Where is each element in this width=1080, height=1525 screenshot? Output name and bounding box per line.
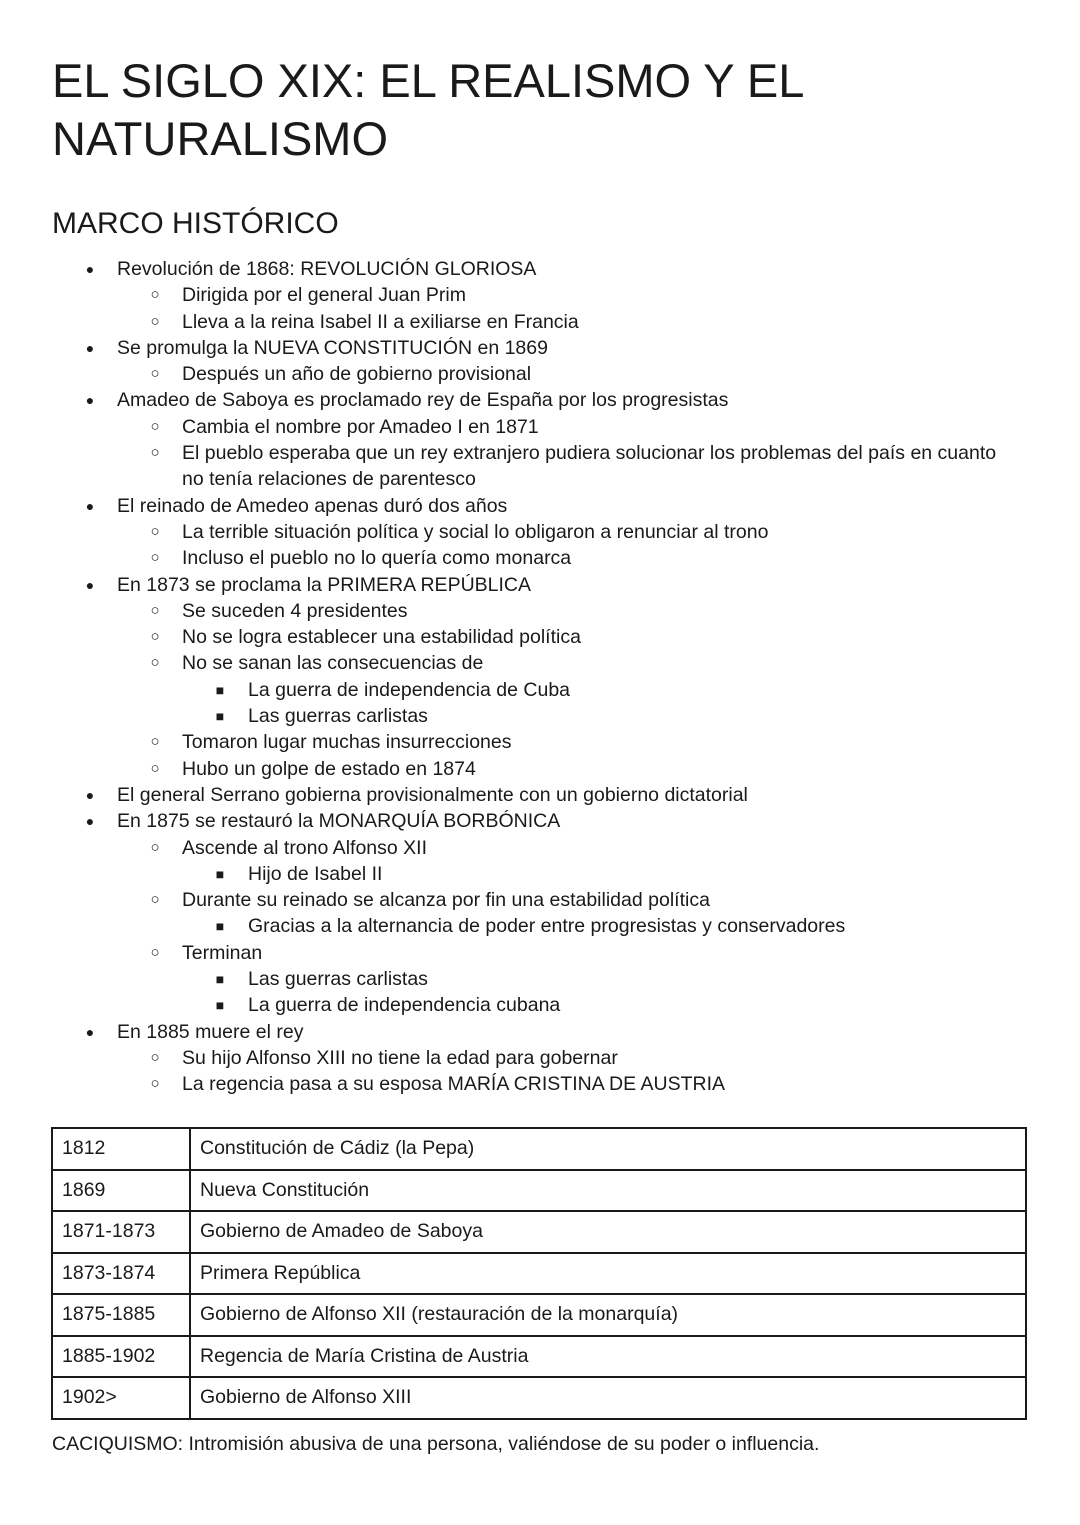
outline-item-text: Después un año de gobierno provisional — [182, 363, 532, 386]
timeline-year: 1873-1874 — [52, 1253, 190, 1295]
table-row — [52, 1128, 1026, 1170]
timeline-year: 1902> — [52, 1377, 190, 1419]
outline-item-text: La guerra de independencia cubana — [248, 994, 561, 1017]
bullet-icon: ■ — [215, 918, 225, 935]
outline-item-text: El reinado de Amedeo apenas duró dos años — [117, 494, 508, 517]
outline-item-text: Incluso el pueblo no lo quería como monarca — [182, 547, 572, 570]
outline-item-text: Cambia el nombre por Amadeo I en 1871 — [182, 415, 539, 438]
bullet-icon: ■ — [215, 997, 225, 1014]
outline-item-text: Se promulga la NUEVA CONSTITUCIÓN en 1869 — [117, 336, 548, 359]
outline-item-level-2 — [0, 545, 1080, 571]
bullet-icon: ○ — [150, 312, 160, 330]
outline-item-level-3 — [0, 966, 1080, 992]
bullet-icon: ○ — [150, 943, 160, 961]
bullet-icon: ○ — [150, 601, 160, 619]
outline-item-level-1 — [0, 335, 1080, 361]
bullet-icon: ○ — [150, 444, 160, 462]
outline-item-level-1 — [0, 808, 1080, 834]
timeline-event: Primera República — [190, 1253, 1026, 1295]
bullet-icon: ○ — [150, 891, 160, 909]
outline-item-text: Terminan — [182, 941, 263, 964]
outline-item-level-3 — [0, 703, 1080, 729]
outline-item-text: El general Serrano gobierna provisionalmente con un gobierno dictatorial — [117, 783, 748, 806]
outline-item-text: No se logra establecer una estabilidad política — [182, 626, 581, 649]
outline-item-text: Su hijo Alfonso XIII no tiene la edad para gobernar — [182, 1046, 618, 1069]
outline-item-level-3 — [0, 861, 1080, 887]
outline-item-level-2 — [0, 361, 1080, 387]
outline-item-text: La terrible situación política y social lo obligaron a renunciar al trono — [182, 520, 769, 543]
table-row — [52, 1294, 1026, 1336]
bullet-icon: ○ — [150, 1048, 160, 1066]
timeline-event: Nueva Constitución — [190, 1170, 1026, 1212]
outline-item-level-3 — [0, 992, 1080, 1018]
outline-item-level-1 — [0, 387, 1080, 413]
outline-item-level-2 — [0, 440, 1022, 493]
outline-item-text: En 1875 se restauró la MONARQUÍA BORBÓNICA — [117, 810, 561, 833]
bullet-icon: ■ — [215, 865, 225, 882]
bullet-icon: ○ — [150, 549, 160, 567]
table-row — [52, 1253, 1026, 1295]
outline-item-text: Hijo de Isabel II — [248, 862, 383, 885]
bullet-icon: ○ — [150, 522, 160, 540]
bullet-icon: ○ — [150, 838, 160, 856]
bullet-icon: ● — [85, 576, 95, 593]
outline-item-level-2 — [0, 729, 1080, 755]
outline-item-level-2 — [0, 1071, 1080, 1097]
outline-item-text: Se suceden 4 presidentes — [182, 599, 408, 622]
outline-item-level-1 — [0, 493, 1080, 519]
bullet-icon: ■ — [215, 681, 225, 698]
historical-outline — [0, 256, 1080, 1098]
outline-item-text: Las guerras carlistas — [248, 705, 428, 728]
outline-item-level-1 — [0, 572, 1080, 598]
bullet-icon: ● — [85, 786, 95, 803]
bullet-icon: ■ — [215, 971, 225, 988]
outline-item-text: Lleva a la reina Isabel II a exiliarse en Francia — [182, 310, 579, 333]
table-row — [52, 1211, 1026, 1253]
bullet-icon: ● — [85, 339, 95, 356]
bullet-icon: ● — [85, 813, 95, 830]
timeline-year: 1812 — [52, 1128, 190, 1170]
bullet-icon: ● — [85, 497, 95, 514]
bullet-icon: ● — [85, 392, 95, 409]
outline-item-level-2 — [0, 519, 1080, 545]
outline-item-text: La regencia pasa a su esposa MARÍA CRISTINA DE AUSTRIA — [182, 1073, 725, 1096]
outline-item-text: Dirigida por el general Juan Prim — [182, 284, 466, 307]
outline-item-text: Las guerras carlistas — [248, 968, 428, 991]
outline-item-text: Ascende al trono Alfonso XII — [182, 836, 427, 859]
timeline-table — [51, 1127, 1027, 1420]
outline-item-level-2 — [0, 887, 1080, 913]
outline-item-level-2 — [0, 756, 1080, 782]
timeline-year: 1885-1902 — [52, 1336, 190, 1378]
bullet-icon: ● — [85, 1023, 95, 1040]
timeline-event: Gobierno de Alfonso XIII — [190, 1377, 1026, 1419]
bullet-icon: ■ — [215, 708, 225, 725]
outline-item-level-1 — [0, 782, 1080, 808]
bullet-icon: ○ — [150, 654, 160, 672]
outline-item-level-2 — [0, 650, 1080, 676]
timeline-event: Constitución de Cádiz (la Pepa) — [190, 1128, 1026, 1170]
outline-item-level-1 — [0, 1019, 1080, 1045]
outline-item-text: El pueblo esperaba que un rey extranjero pudiera solucionar los problemas del país en cuanto no tenía relaciones de parentesco — [182, 442, 997, 491]
bullet-icon: ○ — [150, 628, 160, 646]
outline-item-text: Durante su reinado se alcanza por fin una estabilidad política — [182, 889, 710, 912]
outline-item-level-2 — [0, 598, 1080, 624]
bullet-icon: ○ — [150, 759, 160, 777]
outline-item-text: La guerra de independencia de Cuba — [248, 678, 571, 701]
table-row — [52, 1170, 1026, 1212]
outline-item-level-3 — [0, 913, 1080, 939]
timeline-event: Gobierno de Amadeo de Saboya — [190, 1211, 1026, 1253]
bullet-icon: ○ — [150, 1075, 160, 1093]
bullet-icon: ○ — [150, 286, 160, 304]
timeline-year: 1869 — [52, 1170, 190, 1212]
bullet-icon: ● — [85, 261, 95, 277]
outline-item-level-2 — [0, 282, 1080, 308]
outline-item-level-2 — [0, 309, 1080, 335]
outline-item-level-1 — [0, 256, 1080, 282]
timeline-year: 1871-1873 — [52, 1211, 190, 1253]
outline-item-text: En 1885 muere el rey — [117, 1020, 304, 1043]
table-row — [52, 1377, 1026, 1419]
outline-item-level-2 — [0, 940, 1080, 966]
outline-item-level-2 — [0, 414, 1080, 440]
page-title: EL SIGLO XIX: EL REALISMO Y EL NATURALISMO — [52, 54, 803, 165]
outline-item-text: Gracias a la alternancia de poder entre progresistas y conservadores — [248, 915, 846, 938]
outline-item-level-2 — [0, 624, 1080, 650]
timeline-event: Regencia de María Cristina de Austria — [190, 1336, 1026, 1378]
bullet-icon: ○ — [150, 733, 160, 751]
outline-item-level-2 — [0, 835, 1080, 861]
section-title: MARCO HISTÓRICO — [52, 207, 339, 240]
outline-item-text: En 1873 se proclama la PRIMERA REPÚBLICA — [117, 573, 532, 596]
bullet-icon: ○ — [150, 365, 160, 383]
outline-item-text: Tomaron lugar muchas insurrecciones — [182, 731, 512, 754]
outline-item-text: No se sanan las consecuencias de — [182, 652, 484, 675]
timeline-year: 1875-1885 — [52, 1294, 190, 1336]
caciquismo-definition: CACIQUISMO: Intromisión abusiva de una persona, valiéndose de su poder o influencia. — [52, 1433, 820, 1455]
outline-item-level-2 — [0, 1045, 1080, 1071]
table-row — [52, 1336, 1026, 1378]
outline-item-level-3 — [0, 677, 1080, 703]
timeline-event: Gobierno de Alfonso XII (restauración de la monarquía) — [190, 1294, 1026, 1336]
bullet-icon: ○ — [150, 417, 160, 435]
outline-item-text: Revolución de 1868: REVOLUCIÓN GLORIOSA — [117, 258, 537, 280]
outline-item-text: Amadeo de Saboya es proclamado rey de España por los progresistas — [117, 389, 729, 412]
outline-item-text: Hubo un golpe de estado en 1874 — [182, 757, 476, 780]
